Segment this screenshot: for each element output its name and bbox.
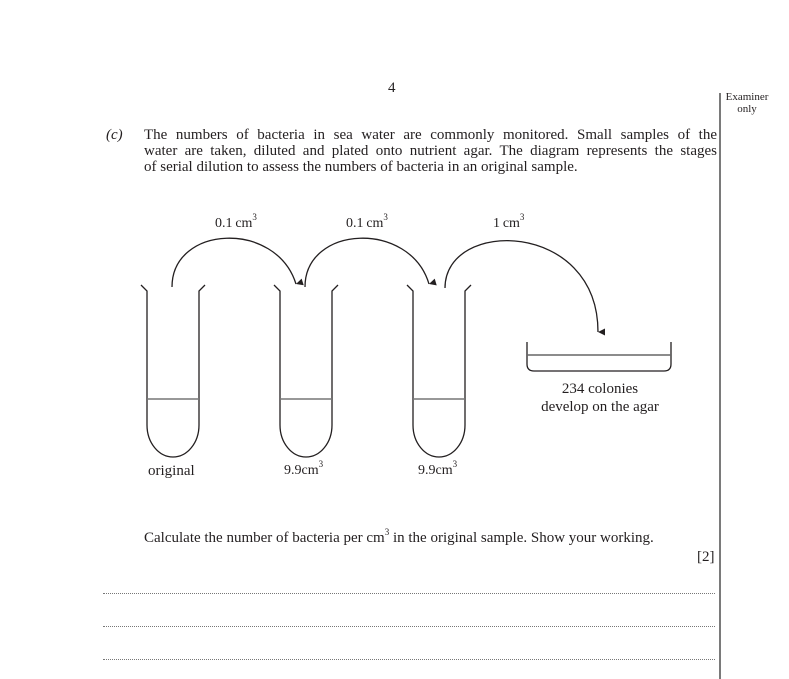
transfer-arrow-2 xyxy=(305,238,429,287)
transfer-unit: cm xyxy=(502,216,520,231)
transfer-arrow-1 xyxy=(172,238,296,287)
tube-label-2 xyxy=(284,459,324,479)
marks-available: [2] xyxy=(697,549,715,565)
question-line: The numbers of bacteria in sea water are commonly monitored. Small samples of the xyxy=(144,127,717,143)
transfer-power: 3 xyxy=(519,212,525,223)
plate-label-line2: develop on the agar xyxy=(541,399,659,415)
examiner-label-line1: Examiner xyxy=(725,91,769,103)
petri-dish xyxy=(527,342,671,371)
tube-unit: cm xyxy=(435,463,453,478)
transfer-arrow-3 xyxy=(445,241,598,332)
transfer-amount: 0.1 xyxy=(215,216,233,231)
transfer-power: 3 xyxy=(383,212,388,223)
plate-label-line1: 234 colonies xyxy=(561,381,639,397)
plate-label xyxy=(527,380,673,416)
tube-unit: cm xyxy=(301,463,319,478)
tube-power: 3 xyxy=(318,459,324,470)
transfer-power: 3 xyxy=(252,212,257,223)
transfer-amount: 0.1 xyxy=(346,216,364,231)
test-tube-original xyxy=(141,285,205,457)
tube-power: 3 xyxy=(452,459,458,470)
transfer-unit: cm xyxy=(235,216,253,231)
answer-line-1[interactable] xyxy=(103,593,715,594)
examiner-label-line2: only xyxy=(737,103,757,115)
prompt-text-end: in the original sample. Show your working. xyxy=(389,530,654,546)
tube-amount: 9.9 xyxy=(284,463,302,478)
question-label: (c) xyxy=(106,127,123,143)
test-tube-dilution-2 xyxy=(407,285,471,457)
answer-line-2[interactable] xyxy=(103,626,715,627)
transfer-label-2 xyxy=(346,212,388,232)
page-number: 4 xyxy=(388,80,396,96)
tube-amount: 9.9 xyxy=(418,463,436,478)
transfer-label-1 xyxy=(215,212,257,232)
transfer-amount: 1 xyxy=(493,216,500,231)
prompt-text: Calculate the number of bacteria per cm xyxy=(144,530,385,546)
tube-label-original: original xyxy=(148,463,195,479)
tube-label-3 xyxy=(418,459,458,479)
prompt-power: 3 xyxy=(384,527,390,537)
question-line: water are taken, diluted and plated onto nutrient agar. The diagram represents the stages xyxy=(144,143,717,159)
test-tube-dilution-1 xyxy=(274,285,338,457)
question-line: of serial dilution to assess the numbers of bacteria in an original sample. xyxy=(144,159,578,175)
transfer-label-3 xyxy=(493,212,525,232)
transfer-unit: cm xyxy=(366,216,384,231)
calculation-prompt xyxy=(144,527,654,547)
answer-line-3[interactable] xyxy=(103,659,715,660)
